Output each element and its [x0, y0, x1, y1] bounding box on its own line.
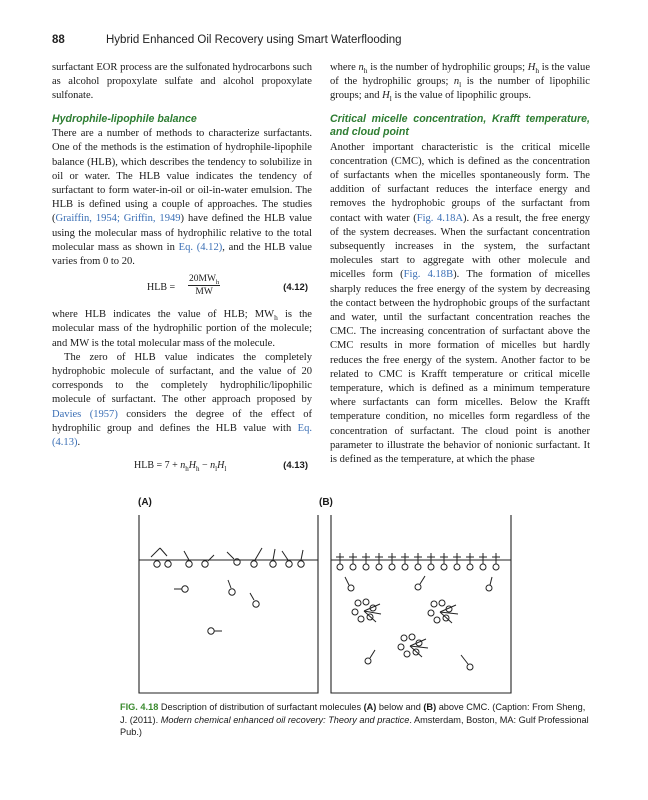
micelle-2	[428, 600, 458, 623]
panel-label-a: (A)	[138, 497, 152, 508]
citation-link-davies[interactable]: Davies (1957)	[52, 408, 118, 420]
paragraph-where-groups: where $n_h$ is the number of hydrophilic groups; $H_h$ is the value of the hydrophilic groups; $n_l$ is the number of lipophilic groups; and $H_l$ is the value of lipophilic groups.	[330, 62, 591, 104]
equation-number: (4.12)	[283, 282, 308, 294]
paragraph-continued: surfactant EOR process are the sulfonated hydrocarbons such as alcohol propoxylate sulfate and alcohol propoxylate sulfonate.	[52, 62, 312, 102]
equation-number: (4.13)	[283, 460, 308, 472]
equation-link-4-13[interactable]: Eq. (4.13)	[52, 422, 312, 448]
panel-label-b: (B)	[319, 497, 333, 508]
monolayer-b	[336, 553, 500, 570]
figure-link-4-18a[interactable]: Fig. 4.18A	[416, 212, 464, 224]
running-title: Hybrid Enhanced Oil Recovery using Smart Waterflooding	[106, 34, 402, 46]
paragraph-cmc: Another important characteristic is the critical micelle concentration (CMC), which is defined as the concentration of surfactants when the micelles spontaneously form. The addition of surfactant reduces the interface energy and removes the hydrophobic groups of the surfactant from contact with water (Fig. 4.18A). As a result, the free energy of the system decreases. When the surfactant concentration subsequently increases in the system, the surfactant molecules start to aggregate with other molecule and micelles form (Fig. 4.18B). The formation of micelles sharply reduces the free energy of the system by decreasing the contact between the hydrophobic groups of the surfactant and water, until the surfactant concentration reaches the CMC. The increasing concentration of surfactant above the CMC results in more formation of micelles but hardly reduces the free energy of the system. Another factor to be related to CMC is Krafft temperature or critical micelle temperature, which is defined as a minimum temperature where surfactants can form micelles. Below the Krafft temperature condition, no micelles form regardless of the concentration of surfactant. The cloud point is another parameter to illustrate the behavior of nonionic surfactant. It is defined as the temperature, at which the phase	[330, 141, 591, 466]
figure-caption: FIG. 4.18 Description of distribution of surfactant molecules (A) below and (B) above CMC. (Caption: From Sheng, J. (2011). Modern chemical enhanced oil recovery: Theory and practice. Amsterdam, Boston, MA: Gulf Professional Pub.)	[120, 702, 589, 738]
beaker-a-outline	[139, 515, 318, 693]
surface-tail	[151, 548, 160, 557]
equation-4-12: HLB = $20MW_h$ MW (4.12)	[147, 274, 308, 298]
section-heading-cmc: Critical micelle concentration, Krafft temperature, and cloud point	[330, 112, 590, 139]
micelle-1	[352, 599, 381, 622]
paragraph-where-hlb: where HLB indicates the value of HLB; $MW_h$ is the molecular mass of the hydrophilic portion of the molecule; and MW is the total molecular mass of the molecule.	[52, 309, 312, 349]
section-heading-hlb: Hydrophile-lipophile balance	[52, 112, 197, 125]
equation-4-13: HLB = $7 + n_hH_h - n_lH_l$ (4.13)	[134, 460, 308, 474]
paragraph-zero-hlb: The zero of HLB value indicates the completely hydrophobic molecule of surfactant, and the value of 20 corresponds to the completely hydrophilic/lipophilic molecule of surfactant. The other approach proposed by Davies (1957) considers the degree of the effect of hydrophilic group and defines the HLB value with Eq. (4.13).	[52, 351, 312, 448]
beaker-b-outline	[331, 515, 511, 693]
citation-link-griffin[interactable]: Graiffin, 1954; Griffin, 1949	[55, 213, 181, 225]
micelle-3	[398, 634, 428, 657]
equation-link-4-12[interactable]: Eq. (4.12)	[178, 241, 223, 253]
figure-link-4-18b[interactable]: Fig. 4.18B	[403, 269, 454, 281]
paragraph-hlb: There are a number of methods to characterize surfactants. One of the methods is the estimation of hydrophile-lipophile balance (HLB), which describes the tendency to solubilize in oil or water. The HLB value indicates the tendency of surfactant to form water-in-oil or oil-in-water emulsion. The HLB is defined using a couple of approaches. The studies (Graiffin, 1954; Griffin, 1949) have defined the HLB value using the molecular mass of hydrophilic relative to the total molecular mass as shown in Eq. (4.12), and the HLB value varies from 0 to 20.	[52, 128, 312, 267]
figure-number: FIG. 4.18	[120, 702, 159, 712]
page-number: 88	[52, 34, 65, 46]
